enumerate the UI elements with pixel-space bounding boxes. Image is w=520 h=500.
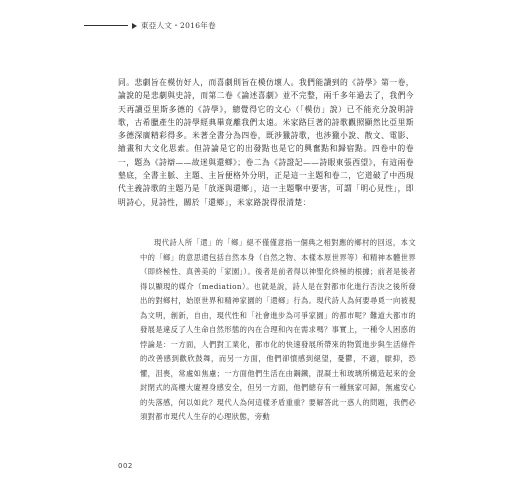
header-rule [84,25,128,26]
body-paragraph: 同。悲劇旨在模仿好人，而喜劇則旨在模仿壞人。我們能讀到的《詩學》第一卷，論說的是悲劇與史詩，而第二卷《論述喜劇》並不完整，兩千多年過去了，我們今天再讀亞里斯多德的《詩學》，總覺得它的文心（「模仿」說）已不能充分說明詩歌，古希臘產生的詩學經典畢竟離我們太遠。米家路巨著的詩歌觀照顯然比亞里斯多德深廣精彩得多。米著全書分為四卷，既涉獵詩歌，也涉獵小說、散文、電影、繪畫和大文化思索。但詩論是它的出發點也是它的興奮點和歸宿點。四卷中的卷一，題為《詩辯——故迷與還鄉》；卷二為《詩證記——詩眼東張西望》，有這兩卷墊底，全書主脈、主題、主旨便格外分明，正是這一主題和卷二，它道破了中西現代主義詩歌的主題乃是「放逐與還鄉」，這一主題擊中要害，可謂「明心見性」，即明詩心，見詩性，關於「還鄉」，米家路說得很清楚： [118,78,414,207]
running-header [84,20,216,31]
block-quote [140,236,416,425]
arrow-icon [132,23,137,29]
running-title: 東亞人文・2016年卷 [141,21,216,30]
main-text [118,76,414,209]
page-number: 002 [118,462,133,470]
quote-paragraph: 現代詩人所「還」的「鄉」絕不僅僅意指一個典之相對應的鄉村的回返，本文中的「鄉」的意思還包括自然本身（自然之物、本樣本原世界等）和精神本體世界（即終極性、真善美的「家園」）。後者是前者得以神聖化終極的根據；前者是後者得以顯現的媒介（mediation）。也就是說，詩人是在對都市化進行否決之後所發出的對鄉村，始原世界和精神家園的「還鄉」行為。現代詩人為何要尋覓一向被視為文明，創新，自由，現代性和「社會進步為可爭家園」的都市呢？難道大都市的發展是違反了人生命自然形態的內在合理和內在需求嗎？事實上，一種令人困惑的悖論是：一方面，人們對工業化，都市化的快速發展所帶來的物質進步與生活條件的改善感到歡欣鼓舞，而另一方面，他們卻憤感到絕望，憂鬱，不適，厭抑，恐懼，沮喪，常處如焦慮；一方面他們生活在由鋼鐵，混凝土和玻璃所構造起來的金封閉式的高樓大廈裡身感安全，但另一方面，他們總存有一種無家可歸，無處安心的失落感，何以如此？現代人為何這樣矛盾重重？要解答此一惑人的問題，我們必須對都市現代人生存的心理狀態，旁動 [140,238,416,421]
